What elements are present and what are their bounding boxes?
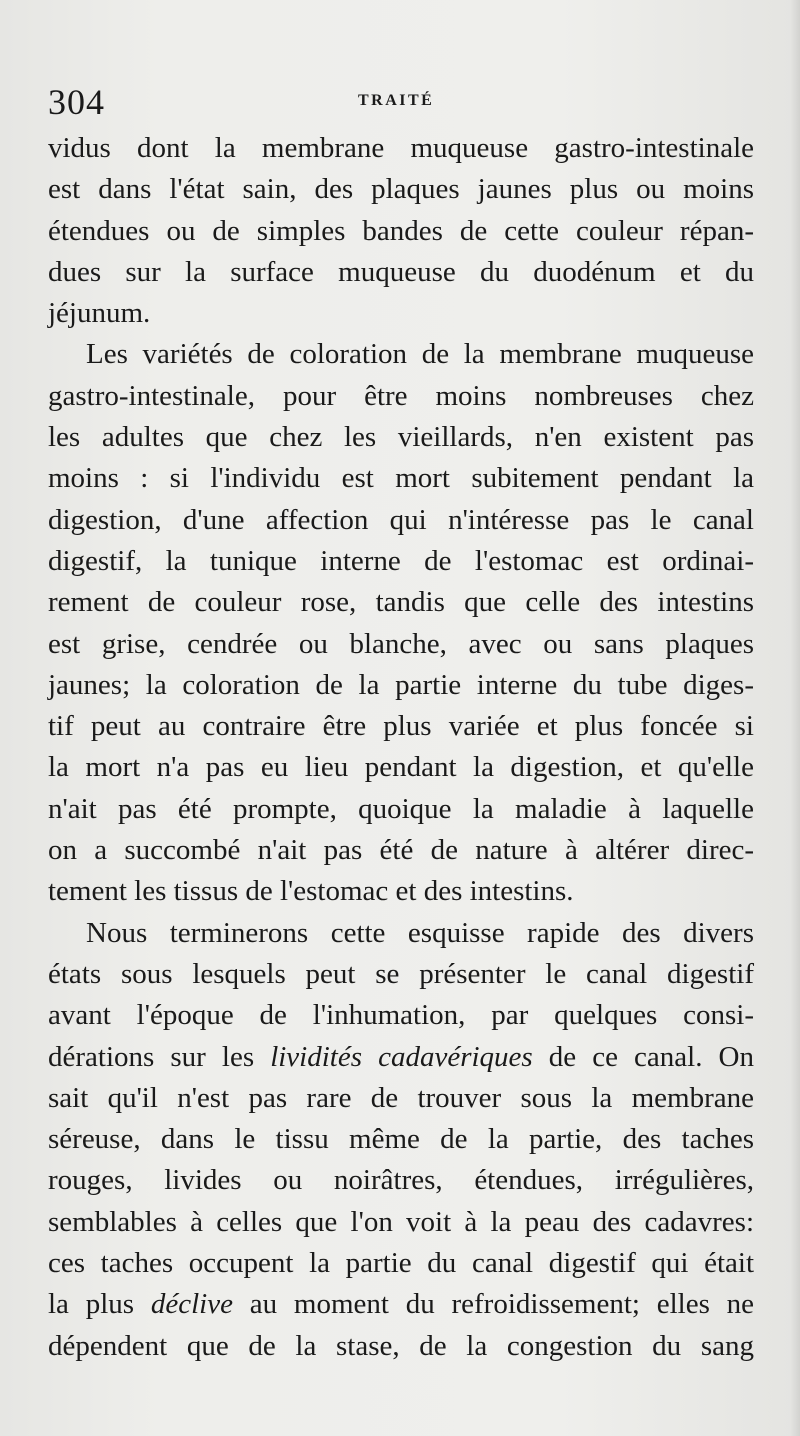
text-line: moins : si l'individu est mort subitement pendant la [48, 462, 754, 495]
text-line: la mort n'a pas eu lieu pendant la digestion, et qu'elle [48, 751, 754, 784]
text-line: jéjunum. [48, 297, 151, 330]
text-segment: la plus [48, 1288, 151, 1321]
text-line: étendues ou de simples bandes de cette couleur répan- [48, 214, 754, 247]
paragraph-start-line: Nous terminerons cette esquisse rapide des divers [86, 916, 754, 949]
body-text [48, 128, 754, 1367]
page-number: 304 [48, 82, 105, 122]
text-line: les adultes que chez les vieillards, n'en existent pas [48, 421, 754, 454]
text-line: est grise, cendrée ou blanche, avec ou sans plaques [48, 627, 754, 660]
text-line: on a succombé n'ait pas été de nature à altérer direc- [48, 834, 754, 867]
paragraph-start-line: Les variétés de coloration de la membrane muqueuse [86, 338, 754, 371]
text-line: avant l'époque de l'inhumation, par quelques consi- [48, 999, 754, 1032]
text-segment: dérations sur les [48, 1040, 271, 1073]
text-line: n'ait pas été prompte, quoique la maladie à laquelle [48, 792, 754, 825]
text-segment: de ce canal. On [532, 1040, 754, 1073]
text-line: ces taches occupent la partie du canal digestif qui était [48, 1247, 754, 1280]
text-line: rement de couleur rose, tandis que celle des intestins [48, 586, 754, 619]
text-line: sait qu'il n'est pas rare de trouver sous la membrane [48, 1081, 754, 1114]
text-line: gastro-intestinale, pour être moins nombreuses chez [48, 379, 754, 412]
text-line: vidus dont la membrane muqueuse gastro-intestinale [48, 132, 754, 164]
text-line: états sous lesquels peut se présenter le canal digestif [48, 957, 754, 990]
text-line: jaunes; la coloration de la partie interne du tube diges- [48, 668, 754, 701]
text-line: digestion, d'une affection qui n'intéresse pas le canal [48, 503, 754, 536]
text-line: dépendent que de la stase, de la congestion du sang [48, 1329, 754, 1362]
page-header [48, 76, 754, 124]
text-line: semblables à celles que l'on voit à la peau des cadavres: [48, 1205, 754, 1238]
text-line: tif peut au contraire être plus variée et plus foncée si [48, 710, 754, 743]
text-line: séreuse, dans le tissu même de la partie, des taches [48, 1123, 754, 1156]
text-line: est dans l'état sain, des plaques jaunes plus ou moins [48, 173, 754, 206]
text-line-with-italic [48, 1284, 754, 1325]
text-line: dues sur la surface muqueuse du duodénum et du [48, 255, 754, 288]
text-line: rouges, livides ou noirâtres, étendues, irrégulières, [48, 1164, 754, 1197]
italic-term: lividités cadavériques [270, 1040, 533, 1073]
text-line: digestif, la tunique interne de l'estomac est ordinai- [48, 544, 754, 577]
text-segment: au moment du refroidissement; elles ne [232, 1288, 755, 1321]
italic-term: déclive [150, 1288, 233, 1321]
running-title: TRAITÉ [358, 92, 435, 109]
text-line-with-italic [48, 1037, 754, 1078]
text-line: tement les tissus de l'estomac et des intestins. [48, 875, 574, 908]
page-edge-shadow [790, 0, 800, 1436]
